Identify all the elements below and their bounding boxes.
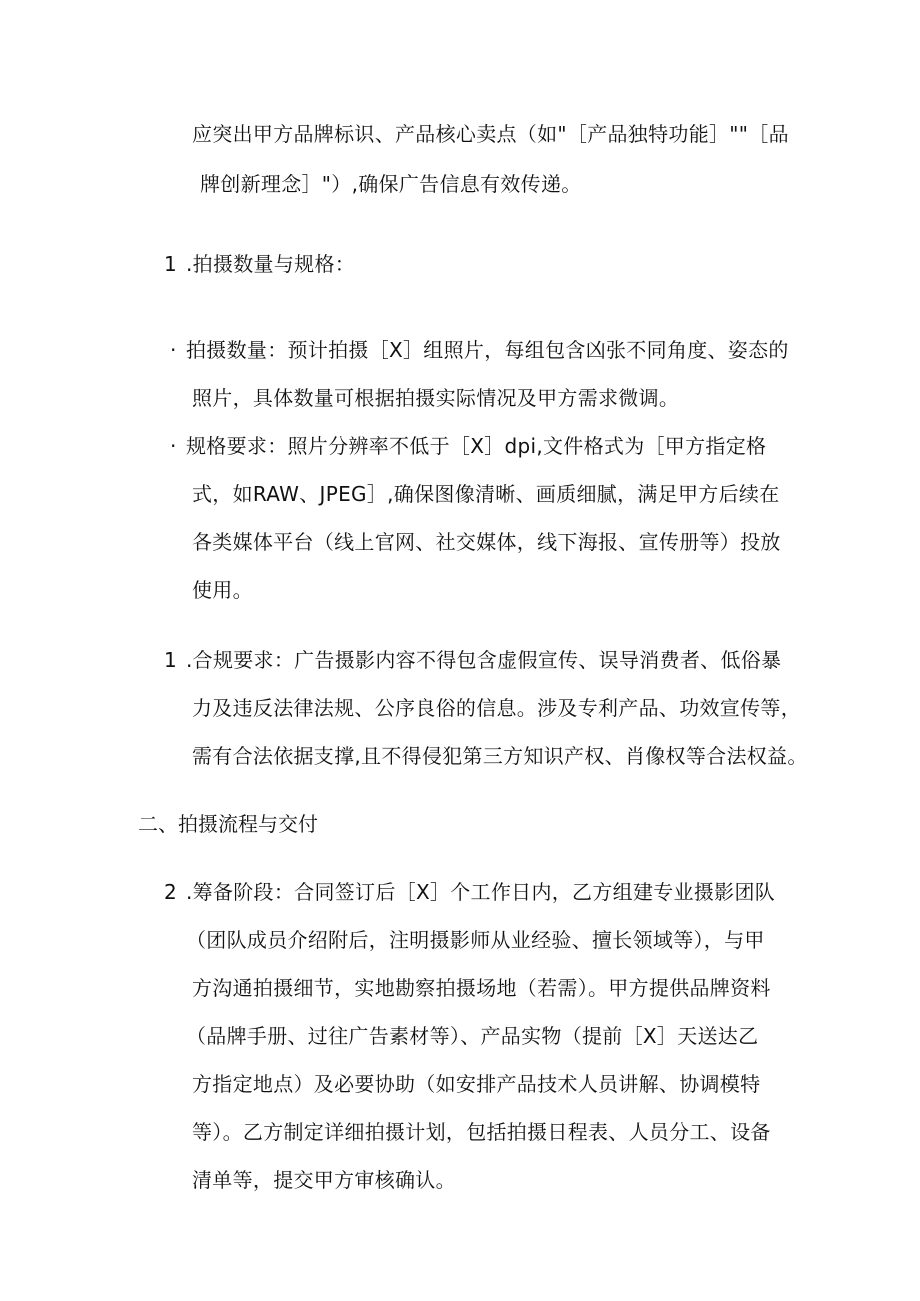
item-prep-line-2: （团队成员介绍附后，注明摄影师从业经验、擅长领域等），与甲 — [186, 928, 765, 952]
bullet-quantity-marker: · — [170, 338, 177, 362]
item-compliance-number: 1 — [164, 648, 177, 672]
item-prep-line-5: 方指定地点）及必要协助（如安排产品技术人员讲解、协调模特 — [192, 1072, 761, 1096]
intro-line-2: 牌创新理念］"）,确保广告信息有效传递。 — [200, 172, 582, 196]
item-prep-line-3: 方沟通拍摄细节，实地勘察拍摄场地（若需）。甲方提供品牌资料 — [192, 976, 771, 1000]
bullet-spec-line-4: 使用。 — [192, 578, 253, 602]
bullet-quantity-line-2: 照片，具体数量可根据拍摄实际情况及甲方需求微调。 — [192, 386, 680, 410]
item-quantity-title: .拍摄数量与规格： — [186, 252, 356, 276]
section-2-title: 二、拍摄流程与交付 — [138, 812, 318, 836]
item-quantity-number: 1 — [164, 252, 177, 276]
item-prep-line-4: （品牌手册、过往广告素材等）、产品实物（提前［X］天送达乙 — [186, 1024, 759, 1048]
item-prep-line-1: .筹备阶段：合同签订后［X］个工作日内，乙方组建专业摄影团队 — [186, 880, 776, 904]
intro-line-1: 应突出甲方品牌标识、产品核心卖点（如"［产品独特功能］""［品 — [192, 122, 789, 146]
item-compliance-line-2: 力及违反法律法规、公序良俗的信息。涉及专利产品、功效宣传等， — [192, 696, 801, 720]
item-prep-number: 2 — [164, 880, 177, 904]
item-compliance-line-1: .合规要求：广告摄影内容不得包含虚假宣传、误导消费者、低俗暴 — [186, 648, 782, 672]
item-prep-line-6: 等）。乙方制定详细拍摄计划，包括拍摄日程表、人员分工、设备 — [192, 1120, 771, 1144]
bullet-spec-marker: · — [170, 434, 177, 458]
item-prep-line-7: 清单等，提交甲方审核确认。 — [192, 1168, 456, 1192]
bullet-spec-line-1: 规格要求：照片分辨率不低于［X］dpi,文件格式为［甲方指定格 — [186, 434, 767, 458]
bullet-quantity-line-1: 拍摄数量：预计拍摄［X］组照片，每组包含凶张不同角度、姿态的 — [186, 338, 789, 362]
item-compliance-line-3: 需有合法依据支撑,且不得侵犯第三方知识产权、肖像权等合法权益。 — [192, 744, 808, 768]
bullet-spec-line-3: 各类媒体平台（线上官网、社交媒体，线下海报、宣传册等）投放 — [192, 530, 781, 554]
bullet-spec-line-2: 式，如RAW、JPEG］,确保图像清晰、画质细腻，满足甲方后续在 — [192, 482, 780, 506]
